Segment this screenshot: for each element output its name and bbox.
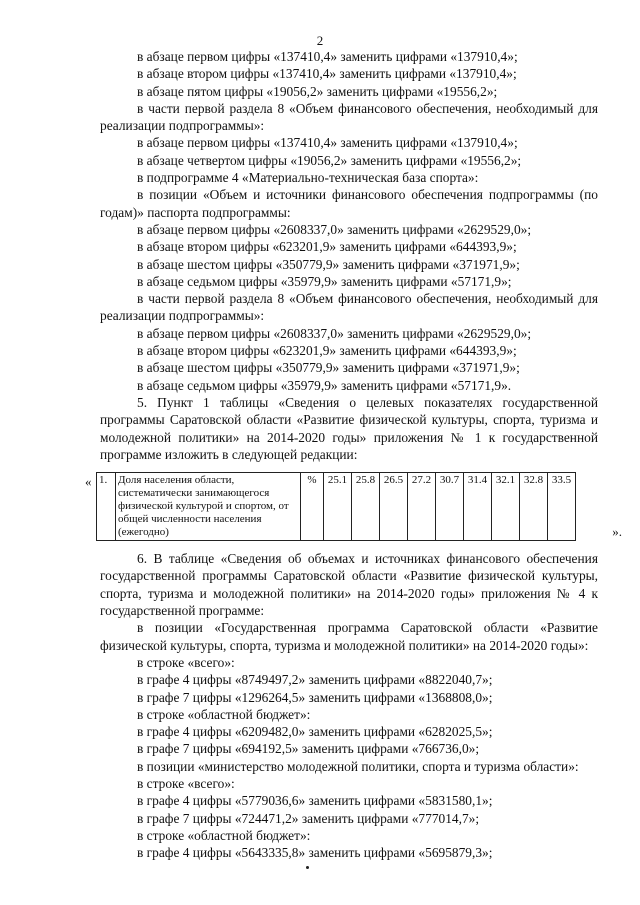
table-row: [97, 473, 576, 541]
paragraph: в абзаце четвертом цифры «19056,2» заменить цифрами «19556,2»;: [137, 152, 522, 168]
paragraph: в абзаце первом цифры «137410,4» заменить цифрами «137910,4»;: [137, 135, 518, 151]
paragraph: в позиции «Государственная программа Саратовской области «Развитие физической культуры, спорта, туризма и молодежной политики» на 2014-2020 годы»:: [100, 620, 598, 653]
paragraph: в строке «всего»:: [137, 775, 235, 791]
paragraph: в графе 4 цифры «6209482,0» заменить цифрами «6282025,5»;: [137, 724, 493, 740]
paragraph: в абзаце первом цифры «137410,4» заменить цифрами «137910,4»;: [137, 49, 518, 64]
unit-cell: %: [301, 473, 324, 541]
paragraphs-bottom: [100, 550, 598, 861]
paragraph: в абзаце шестом цифры «350779,9» заменить цифрами «371971,9»;: [137, 360, 520, 376]
value-cell: 32.1: [492, 473, 520, 541]
value-cell: 27.2: [408, 473, 436, 541]
paragraph: 5. Пункт 1 таблицы «Сведения о целевых показателях государственной программы Саратовской области «Развитие физической культуры, спорта, туризма и молодежной политики» на 2014-2020 годы» приложения № 1 к государственной программе изложить в следующей редакции:: [100, 394, 598, 462]
value-cell: 26.5: [380, 473, 408, 541]
page-number: 2: [316, 33, 324, 48]
paragraph: в абзаце втором цифры «623201,9» заменить цифрами «644393,9»;: [137, 239, 517, 255]
paragraph: в позиции «министерство молодежной политики, спорта и туризма области»:: [137, 758, 579, 774]
paragraph: в части первой раздела 8 «Объем финансового обеспечения, необходимый для реализации подпрограммы»:: [100, 291, 598, 324]
document-body: [85, 48, 622, 861]
indicator-table: [96, 472, 576, 541]
paragraph: в части первой раздела 8 «Объем финансового обеспечения, необходимый для реализации подпрограммы»:: [100, 100, 598, 134]
paragraph: в графе 7 цифры «1296264,5» заменить цифрами «1368808,0»;: [137, 689, 493, 705]
paragraph: в абзаце седьмом цифры «35979,9» заменить цифрами «57171,9».: [137, 377, 512, 393]
paragraph: в графе 4 цифры «5779036,6» заменить цифрами «5831580,1»;: [137, 793, 493, 809]
paragraph: в абзаце втором цифры «137410,4» заменить цифрами «137910,4»;: [137, 66, 517, 82]
value-cell: 25.8: [352, 473, 380, 541]
paragraph: в строке «всего»:: [137, 654, 235, 670]
value-cell: 30.7: [436, 473, 464, 541]
paragraph: в абзаце первом цифры «2608337,0» заменить цифрами «2629529,0»;: [137, 325, 532, 341]
paragraph: в абзаце втором цифры «623201,9» заменить цифрами «644393,9»;: [137, 343, 517, 359]
table-open-quote: «: [85, 474, 92, 490]
paragraph: в подпрограмме 4 «Материально-техническая база спорта»:: [137, 170, 479, 186]
value-cell: 25.1: [324, 473, 352, 541]
page-mark-dot: [306, 866, 309, 869]
paragraph: в абзаце пятом цифры «19056,2» заменить цифрами «19556,2»;: [137, 83, 498, 99]
paragraph: в графе 7 цифры «694192,5» заменить цифрами «766736,0»;: [137, 741, 480, 757]
paragraph: в строке «областной бюджет»:: [137, 827, 311, 843]
indicator-name: Доля населения области, систематически занимающегося физической культурой и спортом, от общей численности населения (ежегодно): [116, 473, 301, 541]
value-cell: 33.5: [548, 473, 576, 541]
paragraph: в абзаце шестом цифры «350779,9» заменить цифрами «371971,9»;: [137, 256, 520, 272]
table-close-quote: ».: [612, 523, 622, 539]
indicator-table-block: [84, 472, 622, 542]
paragraph: в позиции «Объем и источники финансового обеспечения подпрограммы (по годам)» паспорта подпрограммы:: [100, 187, 598, 220]
paragraph: 6. В таблице «Сведения об объемах и источниках финансового обеспечения государственной программы Саратовской области «Развитие физической культуры, спорта, туризма и молодежной политики» на 2014-2020 годы» приложения № 4 к государственной программе:: [100, 551, 598, 619]
row-number: 1.: [97, 473, 116, 541]
paragraph: в графе 7 цифры «724471,2» заменить цифрами «777014,7»;: [137, 810, 480, 826]
paragraph: в абзаце первом цифры «2608337,0» заменить цифрами «2629529,0»;: [137, 221, 532, 237]
paragraph: в строке «областной бюджет»:: [137, 706, 311, 722]
paragraph: в абзаце седьмом цифры «35979,9» заменить цифрами «57171,9»;: [137, 273, 512, 289]
paragraphs-top: [100, 48, 598, 463]
paragraph: в графе 4 цифры «5643335,8» заменить цифрами «5695879,3»;: [137, 845, 493, 861]
value-cell: 32.8: [520, 473, 548, 541]
paragraph: в графе 4 цифры «8749497,2» заменить цифрами «8822040,7»;: [137, 672, 493, 688]
value-cell: 31.4: [464, 473, 492, 541]
